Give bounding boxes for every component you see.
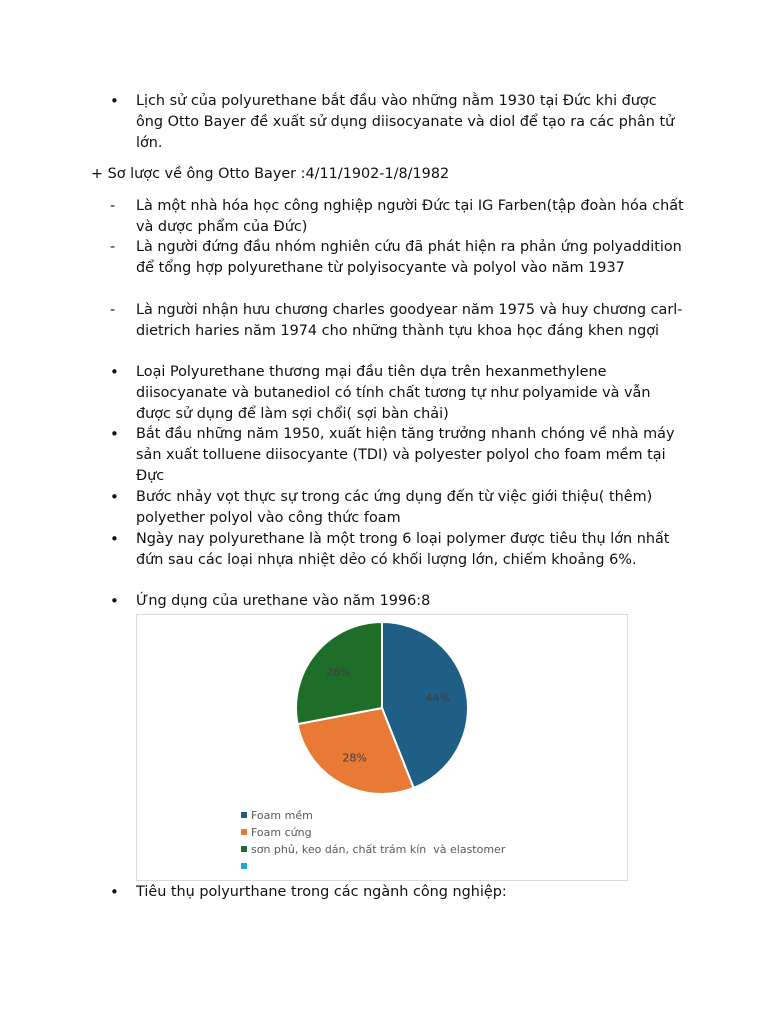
- dash-item: [110, 237, 685, 279]
- pie-chart: [136, 614, 628, 881]
- dash-item-text: Là người đứng đầu nhóm nghiên cứu đã phát hiện ra phản ứng polyaddition để tổng hợp polyurethane từ polyisocyante và polyol vào năm 1937: [136, 239, 682, 276]
- bullet-item: [110, 591, 685, 612]
- bullet-item-text: Bước nhảy vọt thực sự trong các ứng dụng đến từ việc giới thiệu( thêm) polyether polyol vào công thức foam: [136, 489, 653, 526]
- bullet-marker: •: [110, 92, 119, 110]
- bullet-item-text: Ngày nay polyurethane là một trong 6 loại polymer được tiêu thụ lớn nhất đứn sau các loại nhựa nhiệt dẻo có khối lượng lớn, chiếm khoảng 6%.: [136, 531, 670, 568]
- legend-label: Foam mềm: [251, 809, 313, 822]
- pie-slice-label: 28%: [342, 751, 367, 765]
- bullet-marker: •: [110, 592, 119, 610]
- bullet-marker: •: [110, 883, 119, 901]
- dash-item-text: Là người nhận hưu chương charles goodyear năm 1975 và huy chương carl- dietrich haries năm 1974 cho những thành tựu khoa học đáng khen ngợi: [136, 302, 683, 339]
- dash-item: [110, 196, 685, 238]
- legend-label: Foam cứng: [251, 826, 312, 839]
- bullet-item: [110, 487, 685, 529]
- bullet-item: [110, 362, 685, 425]
- bullet-marker: •: [110, 425, 119, 443]
- bullet-marker: •: [110, 530, 119, 548]
- bullet-marker: •: [110, 488, 119, 506]
- final-bullet-text: Tiêu thụ polyurthane trong các ngành công nghiệp:: [136, 884, 507, 900]
- pie-chart-svg: [137, 615, 627, 880]
- pie-slice-label: 44%: [425, 691, 450, 705]
- bullet-item: [110, 424, 685, 487]
- bullet-item-text: Ứng dụng của urethane vào năm 1996:8: [136, 593, 431, 609]
- dash-marker: -: [110, 198, 116, 214]
- otto-heading: + Sơ lược về ông Otto Bayer :4/11/1902-1/8/1982: [91, 166, 450, 182]
- intro-bullet: [110, 91, 685, 154]
- legend-swatch: [241, 846, 247, 852]
- legend-label: sơn phủ, keo dán, chất trám kín và elastomer: [251, 843, 506, 856]
- final-bullet: [110, 882, 685, 903]
- legend-swatch: [241, 863, 247, 869]
- legend-swatch: [241, 812, 247, 818]
- dash-marker: -: [110, 239, 116, 255]
- dash-marker: -: [110, 302, 116, 318]
- intro-bullet-text: Lịch sử của polyurethane bắt đầu vào những nằm 1930 tại Đức khi được ông Otto Bayer đề xuất sử dụng diisocyanate và diol để tạo ra các phân tử lớn.: [136, 93, 675, 151]
- dash-item-text: Là một nhà hóa học công nghiệp người Đức tại IG Farben(tập đoàn hóa chất và dược phẩm của Đức): [136, 198, 684, 235]
- dash-item: [110, 300, 685, 342]
- bullet-item-text: Bắt đầu những năm 1950, xuất hiện tăng trưởng nhanh chóng về nhà máy sản xuất tolluene diisocyante (TDI) và polyester polyol cho foam mềm tại Đực: [136, 426, 675, 484]
- legend-swatch: [241, 829, 247, 835]
- bullet-item: [110, 529, 685, 571]
- bullet-item-text: Loại Polyurethane thương mại đầu tiên dựa trên hexanmethylene diisocyanate và butanediol có tính chất tương tự như polyamide và vẫn được sử dụng để làm sợi chổi( sợi bàn chải): [136, 364, 651, 422]
- bullet-marker: •: [110, 363, 119, 381]
- pie-slice-label: 28%: [326, 665, 351, 679]
